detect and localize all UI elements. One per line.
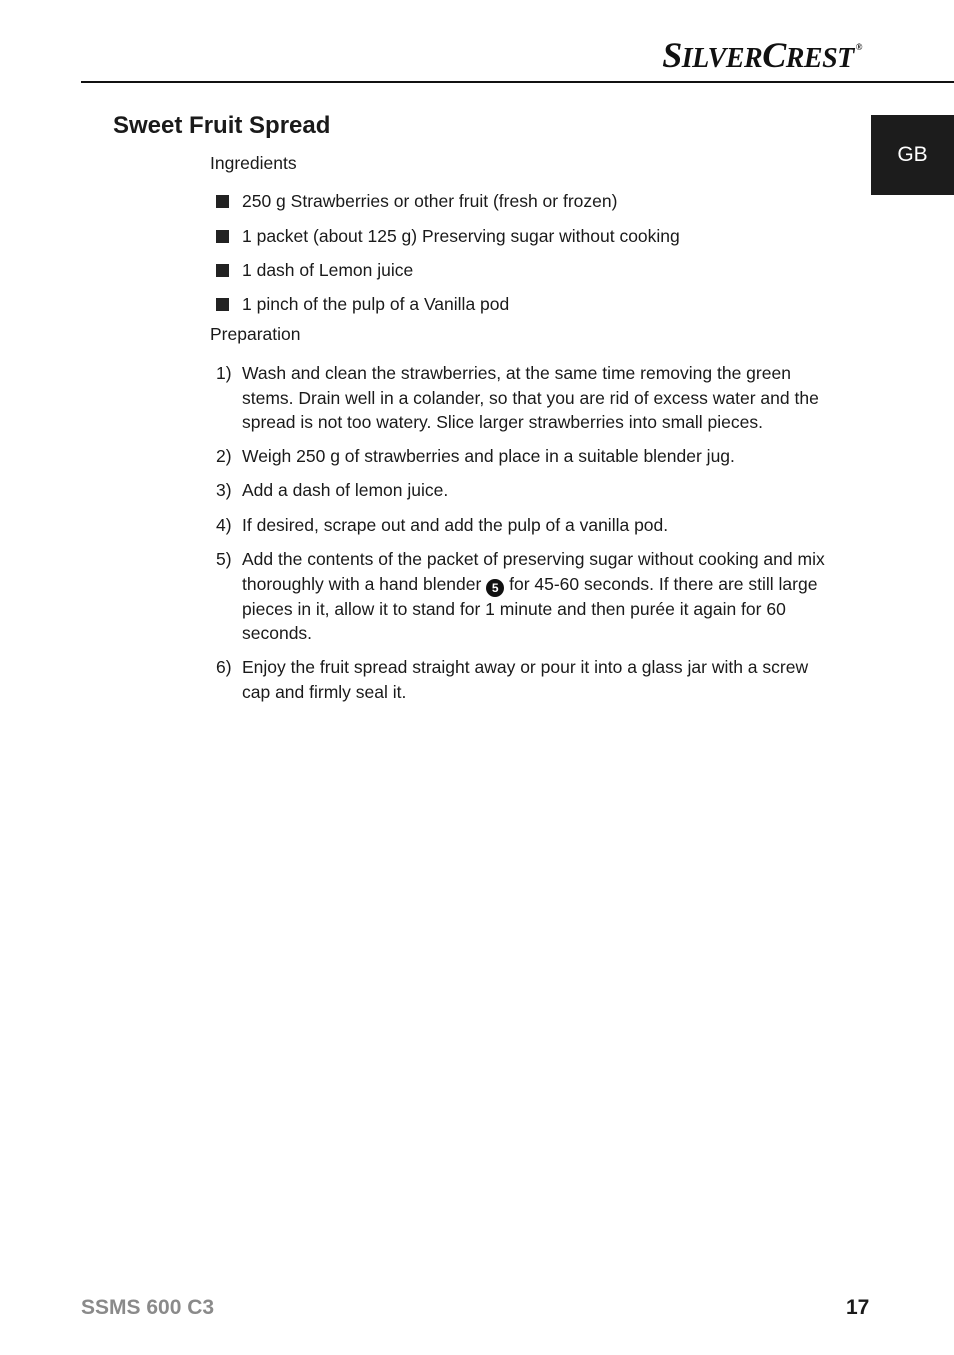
list-item xyxy=(216,258,836,282)
square-bullet-icon xyxy=(216,264,229,277)
step-number: 5) xyxy=(216,549,232,569)
step-item xyxy=(216,547,828,646)
step-item xyxy=(216,444,828,469)
logo-letter: S xyxy=(662,35,682,75)
step-text: Add a dash of lemon juice. xyxy=(242,480,449,500)
step-text: Wash and clean the strawberries, at the same time removing the green stems. Drain well in a colander, so that you are rid of excess water and the spread is not too watery. Slice larger strawberries into small pieces. xyxy=(242,363,819,432)
step-item xyxy=(216,478,828,503)
language-tab: GB xyxy=(871,115,954,195)
brand-logo xyxy=(662,34,862,76)
step-text: Enjoy the fruit spread straight away or pour it into a glass jar with a screw cap and firmly seal it. xyxy=(242,657,809,702)
ingredients-heading: Ingredients xyxy=(210,153,297,173)
logo-letters: REST xyxy=(785,43,854,74)
step-item xyxy=(216,513,828,538)
step-text: If desired, scrape out and add the pulp of a vanilla pod. xyxy=(242,515,669,535)
page-number: 17 xyxy=(846,1296,870,1319)
step-number: 6) xyxy=(216,657,232,677)
registered-mark: ® xyxy=(855,42,862,52)
step-text: Weigh 250 g of strawberries and place in a suitable blender jug. xyxy=(242,446,735,466)
logo-letter: C xyxy=(762,35,786,75)
page-title: Sweet Fruit Spread xyxy=(113,112,331,139)
ingredient-text: 1 dash of Lemon juice xyxy=(242,260,414,280)
logo-letters: ILVER xyxy=(681,43,763,74)
square-bullet-icon xyxy=(216,298,229,311)
list-item xyxy=(216,224,836,248)
list-item xyxy=(216,189,836,213)
square-bullet-icon xyxy=(216,230,229,243)
step-text-part: Add the contents of the packet of preserving sugar without cooking and mix thoroughly with a hand blender xyxy=(242,549,825,594)
preparation-heading: Preparation xyxy=(210,324,301,344)
step-item xyxy=(216,655,828,704)
step-number: 2) xyxy=(216,446,232,466)
step-item xyxy=(216,361,828,435)
ingredient-text: 250 g Strawberries or other fruit (fresh or frozen) xyxy=(242,191,618,211)
step-text xyxy=(242,547,828,646)
step-number: 3) xyxy=(216,480,232,500)
part-reference-icon: 5 xyxy=(486,579,504,597)
header-divider xyxy=(81,81,954,83)
square-bullet-icon xyxy=(216,195,229,208)
model-number: SSMS 600 C3 xyxy=(81,1296,215,1319)
list-item xyxy=(216,292,836,316)
ingredient-text: 1 packet (about 125 g) Preserving sugar without cooking xyxy=(242,226,680,246)
step-number: 1) xyxy=(216,363,232,383)
ingredient-text: 1 pinch of the pulp of a Vanilla pod xyxy=(242,294,510,314)
step-number: 4) xyxy=(216,515,232,535)
step-text-part: for 45-60 seconds. If there are still large pieces in it, allow it to stand for 1 minute and then purée it again for 60 seconds. xyxy=(242,573,818,643)
